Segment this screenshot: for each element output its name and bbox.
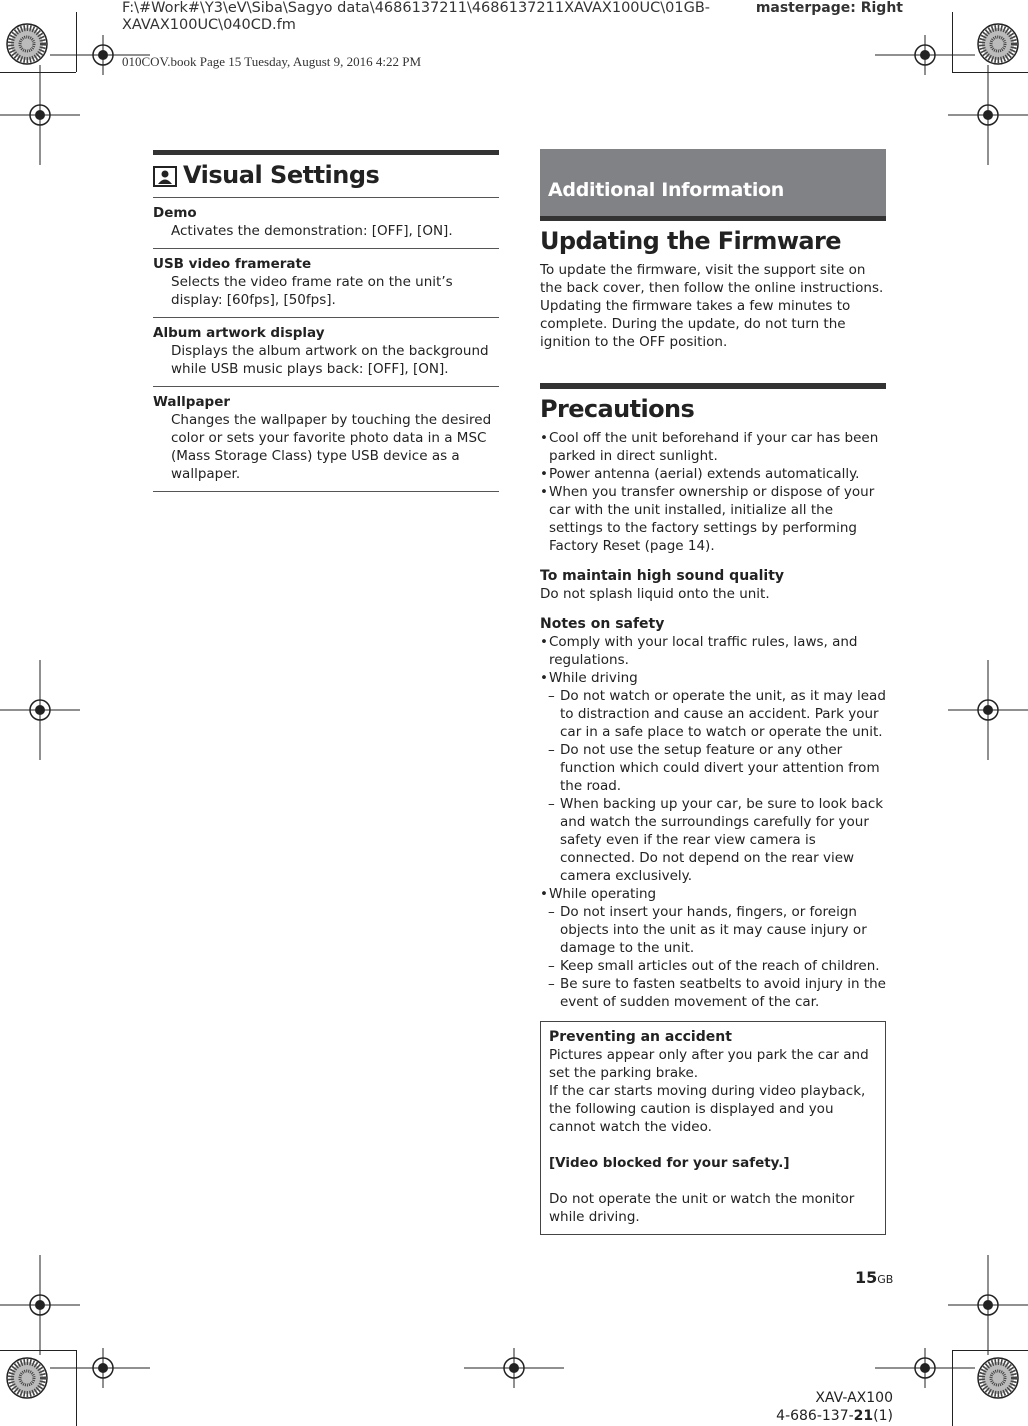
book-info: 010COV.book Page 15 Tuesday, August 9, 2016 4:22 PM	[122, 54, 422, 69]
list-item: – Keep small articles out of the reach of children.	[540, 957, 886, 975]
setting-title: USB video framerate	[153, 256, 312, 272]
target-top-right	[948, 65, 1028, 165]
additional-info-column	[540, 149, 886, 1235]
sound-quality-heading: To maintain high sound quality	[540, 568, 785, 584]
setting-title: Album artwork display	[153, 325, 325, 341]
target-bottom-left	[0, 1255, 80, 1355]
setting-desc: Activates the demonstration: [OFF], [ON].	[171, 223, 453, 239]
model-name: XAV-AX100	[815, 1390, 893, 1406]
accident-box-line1: Pictures appear only after you park the car and set the parking brake.	[549, 1047, 869, 1081]
updating-firmware-title: Updating the Firmware	[540, 227, 841, 255]
caution-message: [Video blocked for your safety.]	[549, 1155, 790, 1171]
model-info	[776, 1389, 893, 1425]
visual-settings-title: Visual Settings	[183, 161, 380, 189]
updating-firmware-text: To update the firmware, visit the support site on the back cover, then follow the online instructions. Updating the firmware takes a few minutes to complete. During the update, do not turn the ignition to the OFF position.	[540, 262, 884, 350]
target-bottom-right	[948, 1255, 1028, 1355]
target-bottom-2	[875, 1348, 975, 1388]
driving-label: • While driving	[540, 669, 886, 687]
additional-info-band: Additional Information	[540, 149, 886, 216]
target-mid-right	[948, 660, 1028, 760]
setting-item-usb-video-framerate	[153, 248, 499, 317]
page-number-value: 15	[855, 1268, 878, 1287]
section-title	[153, 155, 499, 197]
file-path-line2: XAVAX100UC\040CD.fm	[122, 17, 296, 33]
setting-item-wallpaper	[153, 386, 499, 492]
setting-title: Wallpaper	[153, 394, 231, 410]
precautions-title: Precautions	[540, 395, 695, 423]
accident-box-title: Preventing an accident	[549, 1029, 732, 1045]
target-top-2	[875, 35, 975, 75]
page-number-suffix: GB	[877, 1273, 894, 1286]
masterpage-label: masterpage: Right	[755, 0, 903, 16]
setting-item-demo	[153, 197, 499, 248]
target-top-1	[50, 35, 150, 75]
target-top-left	[0, 65, 80, 165]
sunburst-mark-bl	[7, 1358, 47, 1398]
setting-item-album-artwork	[153, 317, 499, 386]
accident-box-line2: If the car starts moving during video playback, the following caution is displayed and you cannot watch the video.	[549, 1083, 866, 1135]
setting-title: Demo	[153, 205, 197, 221]
sunburst-mark-tr	[978, 24, 1018, 64]
page-number	[855, 1268, 893, 1287]
sound-quality-text: Do not splash liquid onto the unit.	[540, 586, 770, 602]
list-item: – Be sure to fasten seatbelts to avoid injury in the event of sudden movement of the car.	[540, 975, 886, 1011]
setting-desc: Displays the album artwork on the background while USB music plays back: [OFF], [ON].	[171, 343, 489, 377]
sunburst-mark-tl	[7, 24, 47, 64]
setting-desc: Selects the video frame rate on the unit’s display: [60fps], [50fps].	[171, 274, 453, 308]
list-item: – Do not insert your hands, fingers, or foreign objects into the unit as it may cause injury or damage to the unit.	[540, 903, 886, 957]
list-item: • Power antenna (aerial) extends automatically.	[540, 465, 886, 483]
list-item: • When you transfer ownership or dispose of your car with the unit installed, initialize all the settings to the factory settings by performing Factory Reset (page 14).	[540, 483, 886, 555]
visual-settings-icon	[153, 165, 177, 186]
target-bottom-mid	[464, 1348, 564, 1388]
list-item: • Cool off the unit beforehand if your car has been parked in direct sunlight.	[540, 429, 886, 465]
list-item: – Do not watch or operate the unit, as it may lead to distraction and cause an accident. Park your car in a safe place to watch or operate the unit.	[540, 687, 886, 741]
accident-box-line3: Do not operate the unit or watch the monitor while driving.	[549, 1191, 855, 1225]
target-mid-left	[0, 660, 80, 760]
safety-heading: Notes on safety	[540, 616, 665, 632]
list-item: – When backing up your car, be sure to look back and watch the surroundings carefully for your safety even if the rear view camera is connected. Do not depend on the rear view camera exclusively.	[540, 795, 886, 885]
part-number: 4-686-137-21(1)	[776, 1408, 893, 1424]
sunburst-mark-br	[978, 1358, 1018, 1398]
visual-settings-section	[153, 150, 499, 492]
accident-prevention-box	[540, 1021, 886, 1235]
operating-label: • While operating	[540, 885, 886, 903]
list-item: • Comply with your local traffic rules, laws, and regulations.	[540, 633, 886, 669]
list-item: – Do not use the setup feature or any other function which could divert your attention from the road.	[540, 741, 886, 795]
file-path-line1: F:\#Work#\Y3\eV\Siba\Sagyo data\4686137211\4686137211XAVAX100UC\01GB-	[122, 0, 711, 16]
setting-desc: Changes the wallpaper by touching the desired color or sets your favorite photo data in a MSC (Mass Storage Class) type USB device as a wallpaper.	[171, 412, 492, 482]
target-bottom-1	[50, 1348, 150, 1388]
